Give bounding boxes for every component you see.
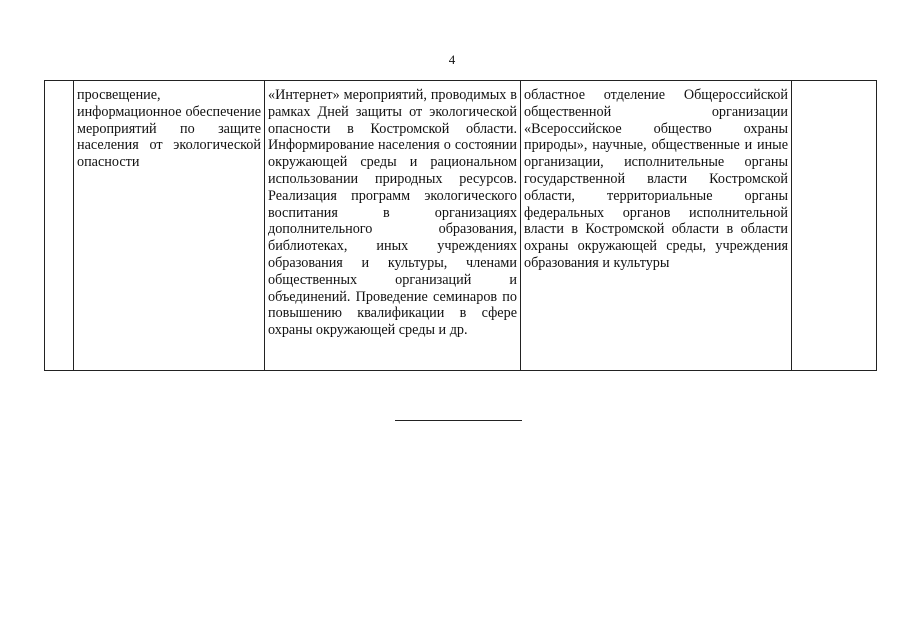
cell-responsible-executors: областное отделение Общероссийской общественной организации «Всероссийское общество охраны природы», научные, общественные и иные организации, исполнительные органы государственной власти Костромской области, территориальные органы федеральных органов исполнительной власти в Костромской области в области охраны окружающей среды, учреждения образования и культуры <box>521 81 792 371</box>
table-row <box>45 81 877 371</box>
end-of-document-rule <box>395 420 522 421</box>
cell-measure-content: «Интернет» мероприятий, проводимых в рамках Дней защиты от экологической опасности в Костромской области. Информирование населения о состоянии окружающей среды и рациональном использовании природных ресурсов. Реализация программ экологического воспитания в организациях дополнительного образования, библиотеках, иных учреждениях образования и культуры, членами общественных организаций и объединений. Проведение семинаров по повышению квалификации в сфере охраны окружающей среды и др. <box>265 81 521 371</box>
page-number: 4 <box>448 52 456 67</box>
cell-deadline <box>792 81 877 371</box>
measures-table <box>44 80 877 371</box>
cell-measure-name: просвещение, информационное обеспечение мероприятий по защите населения от экологической опасности <box>74 81 265 371</box>
cell-number <box>45 81 74 371</box>
